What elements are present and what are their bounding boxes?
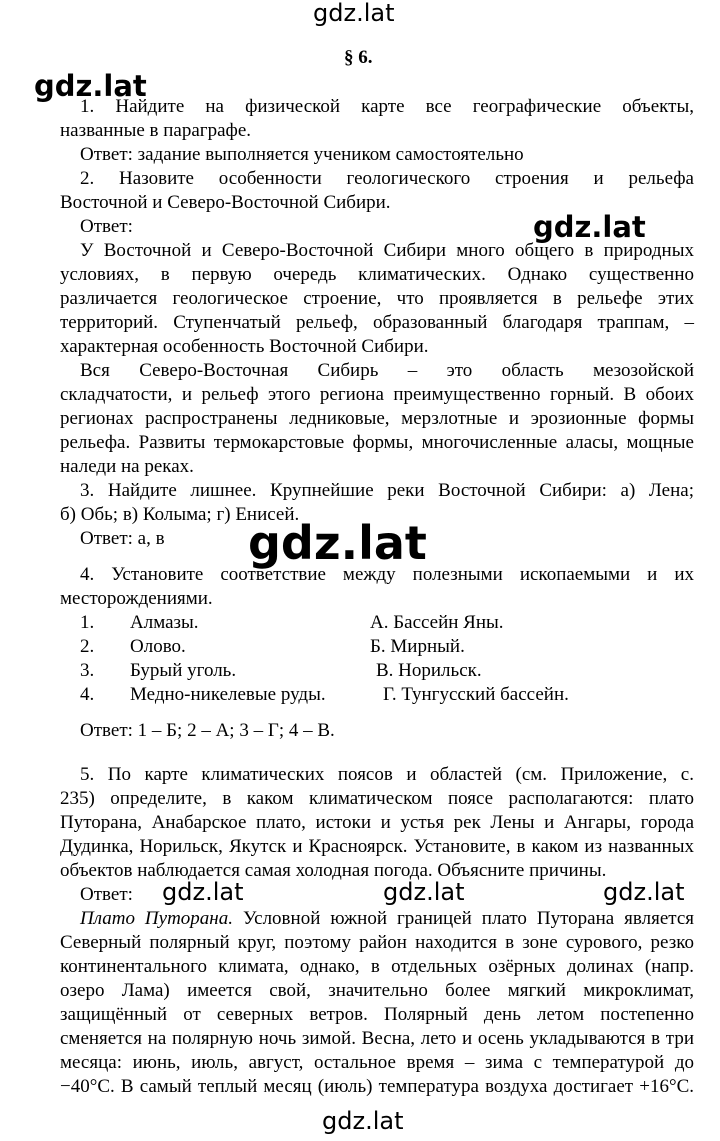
task-5-line-2: 235) определите, в каком климатическом поясе располагаются: плато xyxy=(60,788,694,809)
table-row-2-mineral: Олово. xyxy=(130,636,186,657)
watermark-left: gdz.lat xyxy=(34,69,147,103)
table-row-1-mineral: Алмазы. xyxy=(130,612,199,633)
answer-2-line-2: условиях, в первую очередь климатических. Однако существенно xyxy=(60,264,694,285)
task-5-line-3: Путорана, Анабарское плато, истоки и устья рек Лены и Ангары, города xyxy=(60,812,694,833)
task-5-line-1: 5. По карте климатических поясов и областей (см. Приложение, с. xyxy=(80,764,694,785)
table-row-1-place: А. Бассейн Яны. xyxy=(370,612,504,633)
answer-3: Ответ: а, в xyxy=(80,528,165,549)
task-4-line-1: 4. Установите соответствие между полезными ископаемыми и их xyxy=(80,564,694,585)
answer-5-label: Ответ: xyxy=(80,884,133,905)
watermark-center: gdz.lat xyxy=(248,516,427,570)
answer-5-line-8: −40°С. В самый теплый месяц (июль) температура воздуха достигает +16°С. xyxy=(60,1076,694,1097)
task-5-line-5: объектов наблюдается самая холодная погода. Объясните причины. xyxy=(60,860,607,881)
answer-5-line-6: сменяется на полярную ночь зимой. Весна, лето и осень укладываются в три xyxy=(60,1028,694,1049)
answer-2-line-3: различается геологическое строение, что проявляется в рельефе этих xyxy=(60,288,694,309)
watermark-row-1: gdz.lat xyxy=(162,878,244,906)
plateau-name: Плато Путорана. xyxy=(80,908,233,929)
table-row-4-place: Г. Тунгусский бассейн. xyxy=(383,684,569,705)
table-row-1-num: 1. xyxy=(80,612,95,633)
answer-2-line-4: территорий. Ступенчатый рельеф, образованный благодаря траппам, – xyxy=(60,312,694,333)
section-heading: § 6. xyxy=(344,47,373,68)
task-4-line-2: месторождениями. xyxy=(60,588,213,609)
answer-2-label: Ответ: xyxy=(80,216,133,237)
answer-5-line-4: озеро Лама) имеется свой, значительно более мягкий микроклимат, xyxy=(60,980,694,1001)
table-row-3-place: В. Норильск. xyxy=(376,660,482,681)
answer-2-line-10: наледи на реках. xyxy=(60,456,194,477)
watermark-row-2: gdz.lat xyxy=(383,878,465,906)
table-row-2-place: Б. Мирный. xyxy=(370,636,465,657)
task-3-line-1: 3. Найдите лишнее. Крупнейшие реки Восточной Сибири: а) Лена; xyxy=(80,480,694,501)
plateau-first-line: Условной южной границей плато Путорана является xyxy=(242,908,695,929)
task-1-line-1: 1. Найдите на физической карте все географические объекты, xyxy=(80,96,694,117)
task-1-line-2: названные в параграфе. xyxy=(60,120,252,141)
answer-2-line-5: характерная особенность Восточной Сибири. xyxy=(60,336,429,357)
task-5-line-4: Дудинка, Норильск, Якутск и Красноярск. Установите, в каком из названных xyxy=(60,836,694,857)
watermark-row-3: gdz.lat xyxy=(603,878,685,906)
answer-5-line-7: месяца: июнь, июль, август, остальное время – зима с температурой до xyxy=(60,1052,694,1073)
table-row-4-mineral: Медно-никелевые руды. xyxy=(130,684,326,705)
task-3-line-2: б) Обь; в) Колыма; г) Енисей. xyxy=(60,504,300,525)
table-row-2-num: 2. xyxy=(80,636,95,657)
answer-2-line-9: рельефа. Развиты термокарстовые формы, многочисленные аласы, мощные xyxy=(60,432,694,453)
answer-2-line-7: складчатости, и рельеф этого региона преимущественно горный. В обоих xyxy=(60,384,694,405)
task-2-line-1: 2. Назовите особенности геологического строения и рельефа xyxy=(80,168,694,189)
answer-5-line-2: Северный полярный круг, поэтому район находится в зоне сурового, резко xyxy=(60,932,694,953)
answer-4: Ответ: 1 – Б; 2 – А; 3 – Г; 4 – В. xyxy=(80,720,335,741)
answer-5-line-5: защищённый от северных ветров. Полярный день летом постепенно xyxy=(60,1004,694,1025)
answer-1: Ответ: задание выполняется учеником самостоятельно xyxy=(80,144,524,165)
watermark-bottom: gdz.lat xyxy=(322,1107,404,1135)
answer-2-line-8: регионах распространены ледниковые, мерзлотные и эрозионные формы xyxy=(60,408,694,429)
table-row-4-num: 4. xyxy=(80,684,95,705)
table-row-3-mineral: Бурый уголь. xyxy=(130,660,237,681)
watermark-top: gdz.lat xyxy=(313,0,395,27)
answer-5-line-1 xyxy=(80,907,694,931)
answer-5-line-3: континентального климата, однако, в отдельных озёрных долинах (напр. xyxy=(60,956,694,977)
table-row-3-num: 3. xyxy=(80,660,95,681)
watermark-right: gdz.lat xyxy=(533,210,646,244)
task-2-line-2: Восточной и Северо-Восточной Сибири. xyxy=(60,192,391,213)
answer-2-line-1: У Восточной и Северо-Восточной Сибири много общего в природных xyxy=(80,240,694,261)
answer-2-line-6: Вся Северо-Восточная Сибирь – это область мезозойской xyxy=(80,360,694,381)
